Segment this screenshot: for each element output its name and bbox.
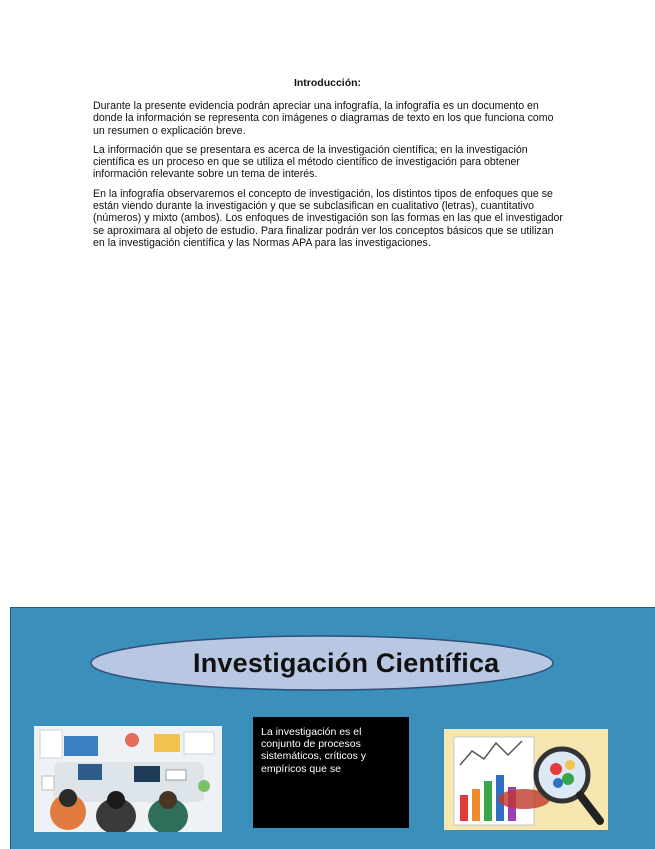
banner-title: Investigación Científica — [193, 648, 500, 678]
intro-body — [93, 100, 565, 256]
team-meeting-illustration-icon — [34, 726, 222, 832]
intro-paragraph-3: En la infografía observaremos el concepto de investigación, los distintos tipos de enfoques que se están viendo durante la investigación y que se subclasifican en cualitativo (letras), cuantitativo (números) y mixto (ambos). Los enfoques de investigación son las formas en las que el investigador se aproximara al objeto de estudio. Para finalizar podrán ver los conceptos básicos que se utilizan en la investigación científica y las Normas APA para las investigaciones. — [93, 187, 563, 249]
title-banner — [89, 634, 555, 692]
chart-magnifier-illustration-icon — [444, 729, 608, 830]
definition-box: La investigación es el conjunto de procesos sistemáticos, críticos y empíricos que se — [253, 717, 409, 828]
intro-paragraph-1: Durante la presente evidencia podrán apreciar una infografía, la infografía es un documento en donde la información se representa con imágenes o diagramas de texto en los que funciona como un resumen o explicación breve. — [93, 100, 554, 137]
infographic-panel — [10, 607, 655, 849]
page-title: Introducción: — [293, 77, 362, 89]
intro-paragraph-2: La información que se presentara es acerca de la investigación científica; en la investigación científica es un proceso en que se utiliza el método científico de investigación para obtener información relevante sobre un tema de interés. — [93, 143, 528, 181]
